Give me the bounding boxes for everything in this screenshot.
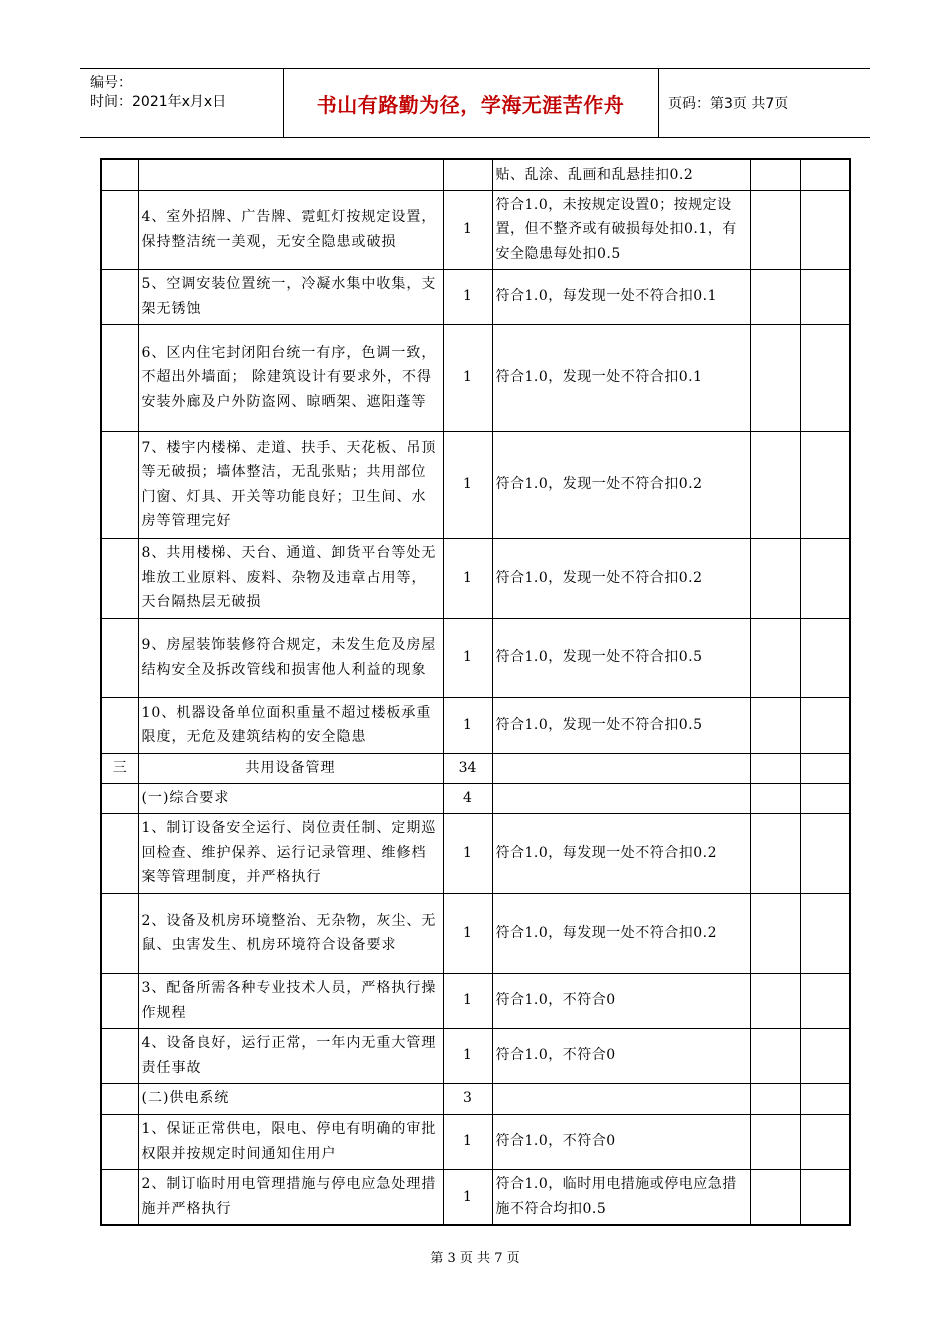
header-page-number: 页码：第3页 共7页 xyxy=(668,96,789,112)
row-blank-b xyxy=(800,1028,850,1083)
row-blank-a xyxy=(750,1169,800,1225)
row-blank-b xyxy=(800,813,850,893)
row-score: 34 xyxy=(443,753,492,783)
row-item: 2、设备及机房环境整治、无杂物，灰尘、无鼠、虫害发生、机房环境符合设备要求 xyxy=(138,893,443,973)
row-criteria: 符合1.0，发现一处不符合扣0.5 xyxy=(492,697,750,753)
row-blank-b xyxy=(800,973,850,1028)
row-criteria: 符合1.0，临时用电措施或停电应急措施不符合均扣0.5 xyxy=(492,1169,750,1225)
header-meta xyxy=(80,69,284,137)
table-row xyxy=(101,538,850,618)
document-date: 时间：2021年x月x日 xyxy=(90,94,227,110)
row-blank-a xyxy=(750,324,800,431)
row-criteria: 符合1.0，发现一处不符合扣0.2 xyxy=(492,431,750,538)
row-criteria: 符合1.0，每发现一处不符合扣0.1 xyxy=(492,269,750,324)
row-number xyxy=(101,893,138,973)
row-blank-a xyxy=(750,973,800,1028)
row-score: 1 xyxy=(443,324,492,431)
row-criteria: 符合1.0，不符合0 xyxy=(492,1028,750,1083)
row-score: 1 xyxy=(443,431,492,538)
header-motto: 书山有路勤为径，学海无涯苦作舟 xyxy=(316,92,625,117)
row-number xyxy=(101,324,138,431)
row-score: 1 xyxy=(443,1114,492,1169)
row-criteria xyxy=(492,753,750,783)
row-item: 共用设备管理 xyxy=(138,753,443,783)
row-blank-b xyxy=(800,893,850,973)
row-score: 1 xyxy=(443,538,492,618)
row-criteria: 符合1.0，每发现一处不符合扣0.2 xyxy=(492,893,750,973)
row-item: 1、保证正常供电，限电、停电有明确的审批权限并按规定时间通知住用户 xyxy=(138,1114,443,1169)
row-score: 4 xyxy=(443,783,492,813)
row-criteria: 符合1.0，每发现一处不符合扣0.2 xyxy=(492,813,750,893)
row-number xyxy=(101,697,138,753)
page-header xyxy=(80,68,870,138)
row-blank-b xyxy=(800,190,850,269)
row-blank-b xyxy=(800,1114,850,1169)
header-motto-cell xyxy=(283,69,659,137)
row-item: 10、机器设备单位面积重量不超过楼板承重限度，无危及建筑结构的安全隐患 xyxy=(138,697,443,753)
row-score: 3 xyxy=(443,1083,492,1114)
row-number xyxy=(101,973,138,1028)
row-number xyxy=(101,1028,138,1083)
table-row xyxy=(101,1028,850,1083)
row-blank-a xyxy=(750,1083,800,1114)
row-blank-b xyxy=(800,1083,850,1114)
row-criteria: 贴、乱涂、乱画和乱悬挂扣0.2 xyxy=(492,159,750,190)
page-footer: 第 3 页 共 7 页 xyxy=(430,1251,520,1266)
row-blank-a xyxy=(750,1114,800,1169)
table-row xyxy=(101,753,850,783)
row-blank-a xyxy=(750,813,800,893)
row-score: 1 xyxy=(443,1028,492,1083)
row-blank-b xyxy=(800,269,850,324)
standards-table-body xyxy=(101,159,850,1225)
row-number xyxy=(101,538,138,618)
row-blank-a xyxy=(750,538,800,618)
row-score: 1 xyxy=(443,190,492,269)
row-item: 4、设备良好，运行正常，一年内无重大管理责任事故 xyxy=(138,1028,443,1083)
row-criteria: 符合1.0，不符合0 xyxy=(492,973,750,1028)
table-row xyxy=(101,159,850,190)
row-blank-b xyxy=(800,697,850,753)
table-row xyxy=(101,783,850,813)
row-blank-b xyxy=(800,324,850,431)
row-criteria: 符合1.0，发现一处不符合扣0.5 xyxy=(492,618,750,697)
row-number xyxy=(101,813,138,893)
row-blank-a xyxy=(750,159,800,190)
row-blank-a xyxy=(750,431,800,538)
table-row xyxy=(101,324,850,431)
row-item: 4、室外招牌、广告牌、霓虹灯按规定设置，保持整洁统一美观，无安全隐患或破损 xyxy=(138,190,443,269)
row-score: 1 xyxy=(443,813,492,893)
row-blank-b xyxy=(800,431,850,538)
row-blank-a xyxy=(750,269,800,324)
row-blank-b xyxy=(800,1169,850,1225)
row-item: (二)供电系统 xyxy=(138,1083,443,1114)
table-row xyxy=(101,1169,850,1225)
row-criteria xyxy=(492,783,750,813)
table-row xyxy=(101,813,850,893)
row-criteria: 符合1.0，发现一处不符合扣0.1 xyxy=(492,324,750,431)
row-blank-b xyxy=(800,618,850,697)
header-page-cell xyxy=(658,69,870,137)
row-criteria: 符合1.0，不符合0 xyxy=(492,1114,750,1169)
row-number: 三 xyxy=(101,753,138,783)
row-blank-a xyxy=(750,893,800,973)
row-item: 9、房屋装饰装修符合规定，未发生危及房屋结构安全及拆改管线和损害他人利益的现象 xyxy=(138,618,443,697)
row-number xyxy=(101,159,138,190)
row-number xyxy=(101,783,138,813)
row-number xyxy=(101,1169,138,1225)
row-blank-a xyxy=(750,190,800,269)
row-criteria xyxy=(492,1083,750,1114)
row-score: 1 xyxy=(443,697,492,753)
table-row xyxy=(101,190,850,269)
row-blank-b xyxy=(800,753,850,783)
row-blank-b xyxy=(800,538,850,618)
table-row xyxy=(101,697,850,753)
table-row xyxy=(101,973,850,1028)
row-score: 1 xyxy=(443,618,492,697)
row-item: 3、配备所需各种专业技术人员，严格执行操作规程 xyxy=(138,973,443,1028)
row-number xyxy=(101,431,138,538)
document-number-label: 编号： xyxy=(90,75,132,91)
standards-table xyxy=(100,158,851,1226)
row-score: 1 xyxy=(443,973,492,1028)
row-score xyxy=(443,159,492,190)
row-item: 8、共用楼梯、天台、通道、卸货平台等处无堆放工业原料、废料、杂物及违章占用等，天台隔热层无破损 xyxy=(138,538,443,618)
row-criteria: 符合1.0，发现一处不符合扣0.2 xyxy=(492,538,750,618)
row-score: 1 xyxy=(443,269,492,324)
row-number xyxy=(101,1083,138,1114)
row-number xyxy=(101,618,138,697)
table-row xyxy=(101,431,850,538)
table-row xyxy=(101,893,850,973)
table-row xyxy=(101,618,850,697)
row-blank-a xyxy=(750,618,800,697)
row-blank-b xyxy=(800,783,850,813)
row-blank-a xyxy=(750,753,800,783)
table-row xyxy=(101,1083,850,1114)
row-item: 6、区内住宅封闭阳台统一有序，色调一致，不超出外墙面； 除建筑设计有要求外，不得安装外廊及户外防盗网、晾晒架、遮阳蓬等 xyxy=(138,324,443,431)
row-criteria: 符合1.0，未按规定设置0；按规定设置，但不整齐或有破损每处扣0.1，有安全隐患每处扣0.5 xyxy=(492,190,750,269)
row-score: 1 xyxy=(443,893,492,973)
row-number xyxy=(101,1114,138,1169)
row-blank-a xyxy=(750,697,800,753)
row-blank-a xyxy=(750,1028,800,1083)
row-item: 7、楼宇内楼梯、走道、扶手、天花板、吊顶等无破损；墙体整洁，无乱张贴；共用部位门窗、灯具、开关等功能良好；卫生间、水房等管理完好 xyxy=(138,431,443,538)
row-item: (一)综合要求 xyxy=(138,783,443,813)
row-item: 2、制订临时用电管理措施与停电应急处理措施并严格执行 xyxy=(138,1169,443,1225)
table-row xyxy=(101,1114,850,1169)
row-item: 1、制订设备安全运行、岗位责任制、定期巡回检查、维护保养、运行记录管理、维修档案等管理制度，并严格执行 xyxy=(138,813,443,893)
table-row xyxy=(101,269,850,324)
row-item: 5、空调安装位置统一，冷凝水集中收集，支架无锈蚀 xyxy=(138,269,443,324)
row-blank-a xyxy=(750,783,800,813)
row-number xyxy=(101,269,138,324)
row-score: 1 xyxy=(443,1169,492,1225)
row-blank-b xyxy=(800,159,850,190)
row-item xyxy=(138,159,443,190)
row-number xyxy=(101,190,138,269)
